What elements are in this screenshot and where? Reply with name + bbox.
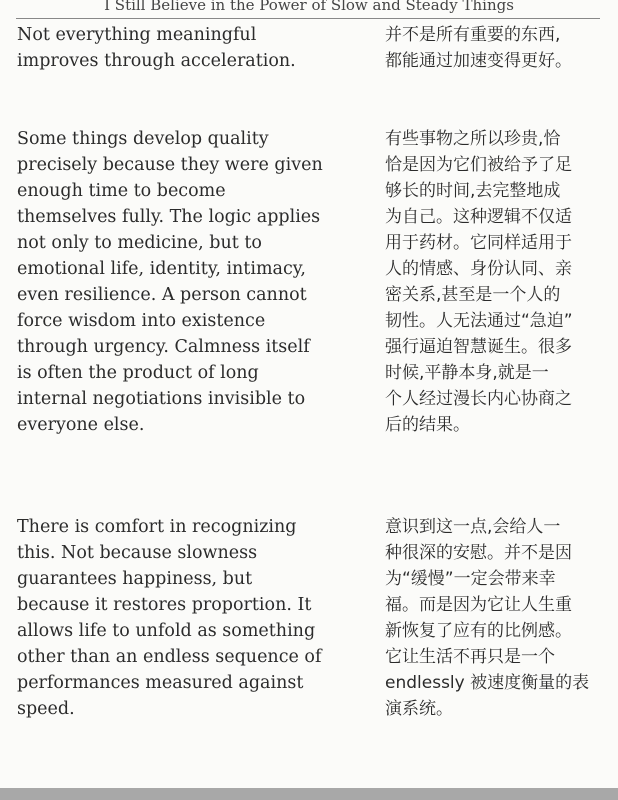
text-line: 韧性。人无法通过“急迫” — [385, 311, 573, 331]
paragraph-english-2 — [17, 126, 367, 438]
text-line: because it restores proportion. It — [17, 595, 312, 615]
bottom-bar — [0, 788, 618, 800]
text-line: 为自己。这种逻辑不仅适 — [385, 207, 572, 227]
title-divider — [16, 18, 600, 19]
text-line: performances measured against — [17, 673, 304, 693]
text-line: 密关系,甚至是一个人的 — [385, 285, 561, 305]
text-line: 都能通过加速变得更好。 — [385, 51, 572, 71]
text-line: internal negotiations invisible to — [17, 389, 306, 409]
text-line: 强行逼迫智慧诞生。很多 — [385, 337, 572, 357]
running-title: I Still Believe in the Power of Slow and Steady Things — [104, 0, 514, 14]
paragraph-chinese-1 — [385, 22, 610, 74]
text-line: 人的情感、身份认同、亲 — [385, 259, 572, 279]
text-line: guarantees happiness, but — [17, 569, 253, 589]
text-line: endlessly 被速度衡量的表 — [385, 673, 590, 693]
text-line: other than an endless sequence of — [17, 647, 322, 667]
text-line: Some things develop quality — [17, 129, 269, 149]
text-line: themselves fully. The logic applies — [17, 207, 321, 227]
paragraph-chinese-3 — [385, 514, 610, 722]
paragraph-english-1 — [17, 22, 367, 74]
text-line: 后的结果。 — [385, 415, 470, 435]
text-line: emotional life, identity, intimacy, — [17, 259, 306, 279]
text-line: even resilience. A person cannot — [17, 285, 307, 305]
text-line: force wisdom into existence — [17, 311, 266, 331]
text-line: 为“缓慢”一定会带来幸 — [385, 569, 556, 589]
text-line: Not everything meaningful — [17, 25, 257, 45]
text-line: 个人经过漫长内心协商之 — [385, 389, 572, 409]
text-line: allows life to unfold as something — [17, 621, 316, 641]
text-line: 它让生活不再只是一个 — [385, 647, 555, 667]
text-line: There is comfort in recognizing — [17, 517, 297, 537]
text-line: 恰是因为它们被给予了足 — [385, 155, 572, 175]
text-line: precisely because they were given — [17, 155, 323, 175]
paragraph-english-3 — [17, 514, 367, 722]
text-line: 种很深的安慰。并不是因 — [385, 543, 572, 563]
text-line: through urgency. Calmness itself — [17, 337, 310, 357]
text-line: not only to medicine, but to — [17, 233, 262, 253]
text-line: 时候,平静本身,就是一 — [385, 363, 549, 383]
text-line: is often the product of long — [17, 363, 259, 383]
text-line: speed. — [17, 699, 75, 719]
text-line: enough time to become — [17, 181, 226, 201]
text-line: 意识到这一点,会给人一 — [385, 517, 561, 537]
text-line: 有些事物之所以珍贵,恰 — [385, 129, 561, 149]
text-line: 福。而是因为它让人生重 — [385, 595, 572, 615]
text-line: improves through acceleration. — [17, 51, 296, 71]
text-line: 用于药材。它同样适用于 — [385, 233, 572, 253]
text-line: 新恢复了应有的比例感。 — [385, 621, 572, 641]
text-line: 并不是所有重要的东西, — [385, 25, 561, 45]
text-line: 够长的时间,去完整地成 — [385, 181, 561, 201]
text-line: 演系统。 — [385, 699, 453, 719]
text-line: this. Not because slowness — [17, 543, 258, 563]
paragraph-chinese-2 — [385, 126, 610, 438]
text-line: everyone else. — [17, 415, 145, 435]
